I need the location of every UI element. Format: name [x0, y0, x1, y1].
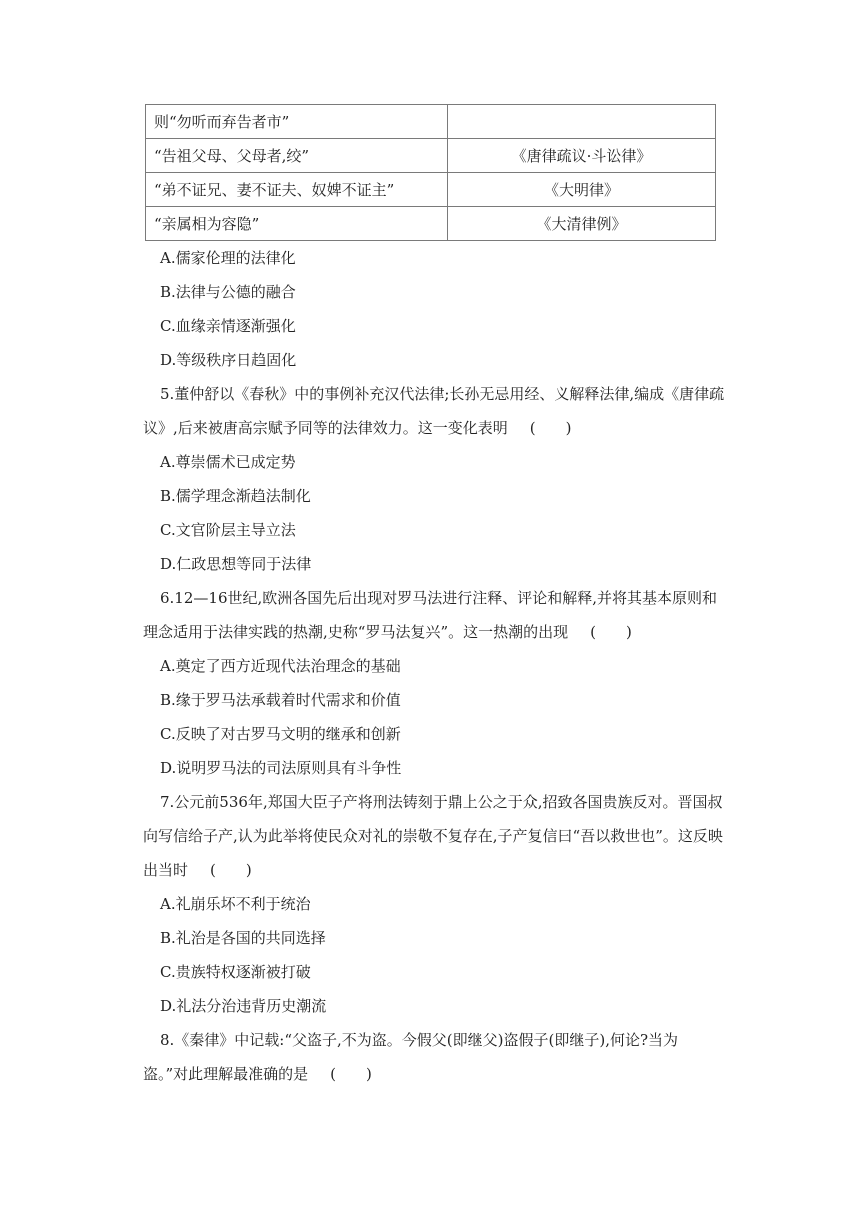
q7-option-a[interactable]: A.礼崩乐坏不利于统治 [160, 895, 311, 913]
q6-option-d[interactable]: D.说明罗马法的司法原则具有斗争性 [160, 759, 402, 777]
q8-stem-text: 盗。”对此理解最准确的是 [143, 1065, 309, 1083]
q4-option-c[interactable]: C.血缘亲情逐渐强化 [160, 317, 296, 335]
table-row [146, 207, 716, 241]
q8-stem-line2 [143, 1064, 372, 1084]
table-cell-provision: “弟不证兄、妻不证夫、奴婢不证主” [146, 173, 448, 207]
table-row [146, 139, 716, 173]
q5-option-b[interactable]: B.儒学理念渐趋法制化 [160, 487, 311, 505]
q5-stem-line1: 5.董仲舒以《春秋》中的事例补充汉代法律;长孙无忌用经、义解释法律,编成《唐律疏 [160, 385, 725, 403]
q5-stem-text: 议》,后来被唐高宗赋予同等的法律效力。这一变化表明 [143, 419, 508, 437]
q7-option-b[interactable]: B.礼治是各国的共同选择 [160, 929, 326, 947]
q5-option-c[interactable]: C.文官阶层主导立法 [160, 521, 296, 539]
q4-option-d[interactable]: D.等级秩序日趋固化 [160, 351, 297, 369]
table-row [146, 105, 716, 139]
q7-stem-text: 出当时 [143, 861, 189, 879]
q6-option-a[interactable]: A.奠定了西方近现代法治理念的基础 [160, 657, 401, 675]
table-cell-source: 《唐律疏议·斗讼律》 [448, 139, 716, 173]
q8-stem-line1: 8.《秦律》中记载:“父盗子,不为盗。今假父(即继父)盗假子(即继子),何论?当为 [160, 1031, 679, 1049]
q6-option-b[interactable]: B.缘于罗马法承载着时代需求和价值 [160, 691, 401, 709]
table-cell-source: 《大明律》 [448, 173, 716, 207]
table-cell-source: 《大清律例》 [448, 207, 716, 241]
q5-answer-blank: ( ) [529, 419, 572, 437]
q5-stem-line2 [143, 418, 572, 438]
q7-stem-line1: 7.公元前536年,郑国大臣子产将刑法铸刻于鼎上公之于众,招致各国贵族反对。晋国叔 [160, 793, 723, 811]
q4-option-b[interactable]: B.法律与公德的融合 [160, 283, 296, 301]
q7-option-c[interactable]: C.贵族特权逐渐被打破 [160, 963, 311, 981]
table-cell-source [448, 105, 716, 139]
q4-option-a[interactable]: A.儒家伦理的法律化 [160, 249, 296, 267]
law-comparison-table [145, 104, 716, 241]
q5-option-a[interactable]: A.尊崇儒术已成定势 [160, 453, 296, 471]
table-row [146, 173, 716, 207]
table-cell-provision: 则“勿听而弃告者市” [146, 105, 448, 139]
table-cell-provision: “亲属相为容隐” [146, 207, 448, 241]
q6-answer-blank: ( ) [590, 623, 632, 641]
q6-option-c[interactable]: C.反映了对古罗马文明的继承和创新 [160, 725, 401, 743]
q6-stem-line2 [143, 622, 632, 642]
q5-option-d[interactable]: D.仁政思想等同于法律 [160, 555, 312, 573]
q7-answer-blank: ( ) [210, 861, 252, 879]
q8-answer-blank: ( ) [330, 1065, 372, 1083]
table-cell-provision: “告祖父母、父母者,绞” [146, 139, 448, 173]
q7-option-d[interactable]: D.礼法分治违背历史潮流 [160, 997, 327, 1015]
q7-stem-line3 [143, 860, 252, 880]
q7-stem-line2: 向写信给子产,认为此举将使民众对礼的崇敬不复存在,子产复信曰“吾以救世也”。这反映 [143, 827, 723, 845]
q6-stem-text: 理念适用于法律实践的热潮,史称“罗马法复兴”。这一热潮的出现 [143, 623, 569, 641]
q6-stem-line1: 6.12—16世纪,欧洲各国先后出现对罗马法进行注释、评论和解释,并将其基本原则和 [160, 589, 718, 607]
